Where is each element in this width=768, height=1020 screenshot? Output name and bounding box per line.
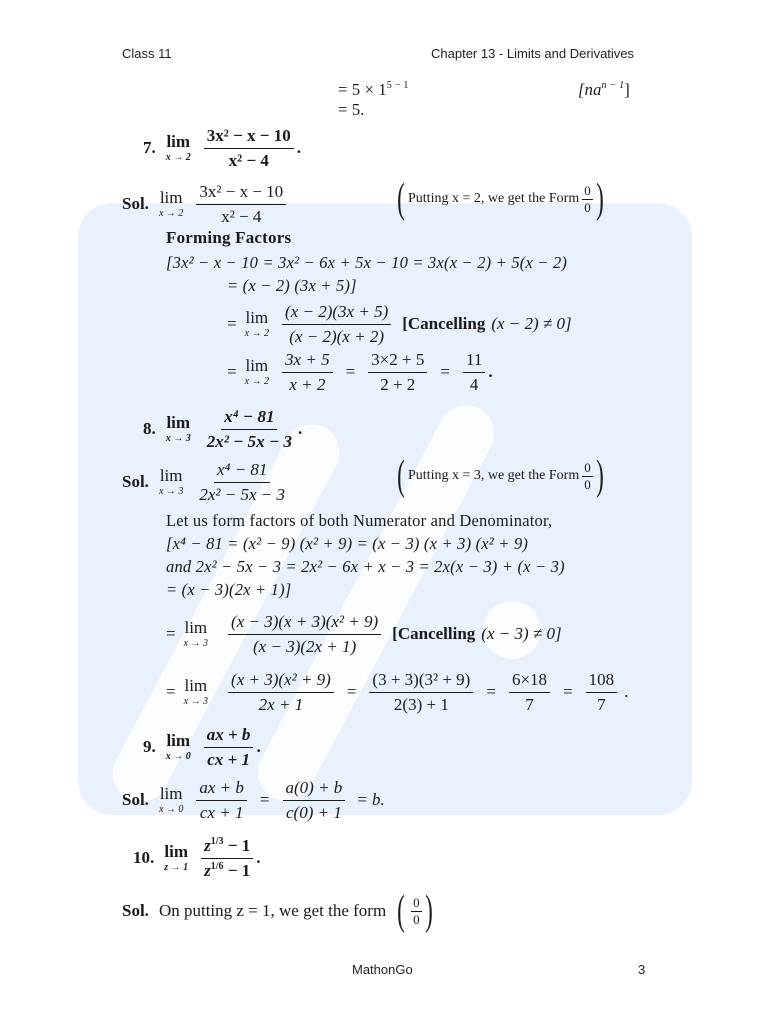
limit-operator [159, 785, 183, 815]
equals: = [259, 790, 270, 810]
question-number: 7. [143, 138, 156, 158]
lim-subscript: x → 0 [165, 751, 191, 763]
q7-step-3 [227, 302, 572, 346]
denominator: 2 + 2 [380, 374, 416, 394]
equals: = [345, 362, 356, 382]
page-number: 3 [638, 962, 646, 977]
period: . [488, 362, 493, 382]
carryover-line-2: = 5. [338, 100, 365, 119]
equals: = [227, 314, 237, 334]
numerator: (x − 3)(x + 3)(x² + 9) [228, 612, 381, 635]
fraction [196, 182, 286, 226]
fraction [369, 670, 473, 714]
form-numerator: 0 [584, 182, 591, 198]
form-denominator: 0 [413, 911, 420, 927]
lim-subscript: x → 0 [158, 804, 184, 816]
numerator: a(0) + b [283, 778, 346, 801]
numerator: 3x + 5 [282, 350, 333, 373]
solution-10 [122, 890, 436, 932]
denominator: 2x² − 5x − 3 [199, 484, 286, 504]
denominator: x² − 4 [228, 150, 269, 170]
numerator: 108 [586, 670, 618, 693]
numerator: x⁴ − 81 [221, 407, 277, 430]
equals: = [563, 682, 573, 702]
fraction [282, 302, 391, 346]
limit-operator [166, 133, 191, 163]
solution-7 [122, 182, 289, 226]
den-rest: − 1 [223, 860, 251, 880]
right-paren: ) [424, 888, 433, 934]
result-fraction [463, 350, 485, 394]
right-paren: ) [595, 176, 604, 222]
limit-operator [164, 843, 188, 873]
lim-text: lim [166, 132, 191, 152]
right-paren: ) [595, 453, 604, 499]
q8-text-4: = (x − 3)(2x + 1)] [166, 580, 292, 599]
equals: = [166, 624, 176, 644]
form-fraction [582, 461, 593, 491]
question-number: 9. [143, 737, 156, 757]
limit-operator [184, 677, 208, 707]
den-exp: 1/6 [210, 860, 224, 872]
lim-text: lim [245, 356, 269, 376]
num-exp: 1/3 [210, 836, 224, 847]
lim-subscript: x → 2 [158, 208, 184, 220]
note-base: [na [578, 80, 602, 99]
form-numerator: 0 [584, 459, 591, 475]
numerator: 3x² − x − 10 [196, 182, 286, 205]
lim-subscript: z → 1 [164, 862, 189, 874]
fraction [228, 612, 381, 656]
numerator [201, 836, 253, 859]
q8-step-2 [166, 670, 628, 714]
result: = b. [356, 790, 385, 810]
period: . [256, 848, 261, 868]
lim-text: lim [166, 731, 191, 751]
limit-operator [184, 619, 208, 649]
solution-8 [122, 460, 291, 504]
numerator: (x + 3)(x² + 9) [228, 670, 334, 693]
numerator: (x − 2)(3x + 5) [282, 302, 391, 325]
lim-subscript: x → 3 [183, 638, 209, 650]
solution-9 [122, 778, 385, 822]
form-fraction [582, 184, 593, 214]
cancel-note-bold: [Cancelling [392, 624, 476, 644]
hint-8 [394, 455, 607, 497]
numerator: 3x² − x − 10 [204, 126, 294, 149]
numerator: (3 + 3)(3² + 9) [369, 670, 473, 693]
fraction [196, 778, 247, 822]
period: . [624, 682, 629, 702]
lim-text: lim [159, 188, 183, 208]
q7-step-1: [3x² − x − 10 = 3x² − 6x + 5x − 10 = 3x(x − 2) + 5(x − 2) [166, 253, 568, 272]
fraction [283, 778, 346, 822]
limit-operator [159, 467, 183, 497]
fraction [509, 670, 550, 714]
lim-text: lim [184, 618, 208, 638]
numerator: x⁴ − 81 [214, 460, 270, 483]
carryover-line-1 [338, 80, 409, 100]
denominator: 2x² − 5x − 3 [206, 431, 292, 451]
lim-text: lim [159, 784, 183, 804]
footer-brand: MathonGo [352, 962, 413, 977]
result-fraction [586, 670, 618, 714]
equals: = [346, 682, 357, 702]
lim-text: lim [184, 676, 208, 696]
q8-step-1 [166, 612, 562, 656]
lim-text: lim [166, 413, 191, 433]
left-paren: ( [397, 888, 406, 934]
sol-label: Sol. [122, 901, 149, 920]
header-chapter: Chapter 13 - Limits and Derivatives [431, 46, 635, 61]
limit-operator [245, 309, 269, 339]
hint-7 [394, 178, 607, 220]
denominator [201, 859, 253, 881]
denominator: c(0) + 1 [285, 802, 342, 822]
hint-text: Putting x = 2, we get the Form [408, 191, 580, 206]
denominator: (x − 3)(2x + 1) [253, 636, 357, 656]
note-close: ] [624, 80, 630, 99]
equals: = [440, 362, 450, 382]
equals: = [166, 682, 176, 702]
lim-text: lim [245, 308, 269, 328]
fraction [282, 350, 333, 394]
limit-operator [166, 732, 191, 762]
num-base: z [204, 836, 211, 855]
hint-text: Putting x = 3, we get the Form [408, 468, 580, 483]
equals: = [227, 362, 237, 382]
numerator: 11 [463, 350, 485, 373]
form-fraction [411, 896, 422, 926]
cancel-note-bold: [Cancelling [402, 314, 486, 334]
cancel-note: (x − 2) ≠ 0] [491, 314, 572, 334]
cancel-note: (x − 3) ≠ 0] [481, 624, 562, 644]
num-rest: − 1 [223, 836, 251, 855]
lim-subscript: x → 2 [244, 328, 270, 340]
question-7 [143, 126, 301, 170]
fraction [368, 350, 427, 394]
q7-step-2: = (x − 2) (3x + 5)] [227, 276, 357, 295]
fraction [201, 836, 253, 880]
denominator: x + 2 [289, 374, 326, 394]
lim-subscript: x → 3 [158, 486, 184, 498]
denominator: (x − 2)(x + 2) [289, 326, 384, 346]
sol-text: On putting z = 1, we get the form [158, 901, 387, 920]
lim-subscript: x → 3 [165, 433, 191, 445]
lim-text: lim [164, 842, 188, 862]
sol-label: Sol. [122, 472, 149, 492]
q8-text-3: and 2x² − 5x − 3 = 2x² − 6x + x − 3 = 2x(x − 3) + (x − 3) [166, 557, 565, 576]
denominator: 2(3) + 1 [393, 694, 449, 714]
q8-text-2: [x⁴ − 81 = (x² − 9) (x² + 9) = (x − 3) (x + 3) (x² + 9) [166, 534, 529, 553]
denominator: cx + 1 [199, 802, 244, 822]
denominator: 4 [469, 374, 479, 394]
q7-step-4 [227, 350, 493, 394]
sol-label: Sol. [122, 194, 149, 214]
form-paren [394, 890, 436, 932]
period: . [297, 419, 303, 439]
denominator: x² − 4 [221, 206, 262, 226]
period: . [256, 737, 261, 757]
denominator: 2x + 1 [258, 694, 304, 714]
carryover-expr: = 5 × 1 [338, 80, 387, 99]
left-paren: ( [397, 453, 405, 499]
denominator: 7 [525, 694, 534, 714]
question-number: 8. [143, 419, 156, 439]
form-denominator: 0 [584, 199, 591, 215]
fraction [228, 670, 334, 714]
note-exp: n − 1 [601, 80, 625, 91]
form-numerator: 0 [413, 894, 420, 910]
q8-text-1: Let us form factors of both Numerator and Denominator, [166, 511, 553, 530]
lim-text: lim [159, 466, 183, 486]
fraction [196, 460, 288, 504]
limit-operator [166, 414, 191, 444]
limit-operator [245, 357, 269, 387]
form-denominator: 0 [584, 476, 591, 492]
denominator: cx + 1 [207, 749, 250, 769]
lim-subscript: x → 3 [183, 696, 209, 708]
numerator: 6×18 [509, 670, 550, 693]
carryover-exp: 5 − 1 [386, 80, 409, 91]
numerator: 3×2 + 5 [368, 350, 427, 373]
limit-operator [159, 189, 183, 219]
lim-subscript: x → 2 [165, 152, 191, 164]
question-10 [133, 836, 261, 880]
question-number: 10. [133, 848, 155, 868]
equals: = [486, 682, 496, 702]
fraction [204, 407, 295, 451]
numerator: ax + b [196, 778, 247, 801]
left-paren: ( [397, 176, 405, 222]
denominator: 7 [597, 694, 606, 714]
question-9 [143, 725, 261, 769]
den-base: z [204, 860, 211, 880]
header-class: Class 11 [122, 46, 172, 61]
sol-label: Sol. [122, 790, 149, 810]
numerator: ax + b [204, 725, 254, 748]
question-8 [143, 407, 302, 451]
lim-subscript: x → 2 [244, 376, 270, 388]
fraction [204, 126, 294, 170]
forming-factors-heading: Forming Factors [166, 228, 292, 247]
period: . [296, 138, 301, 158]
fraction [204, 725, 254, 769]
carryover-note [578, 80, 630, 100]
